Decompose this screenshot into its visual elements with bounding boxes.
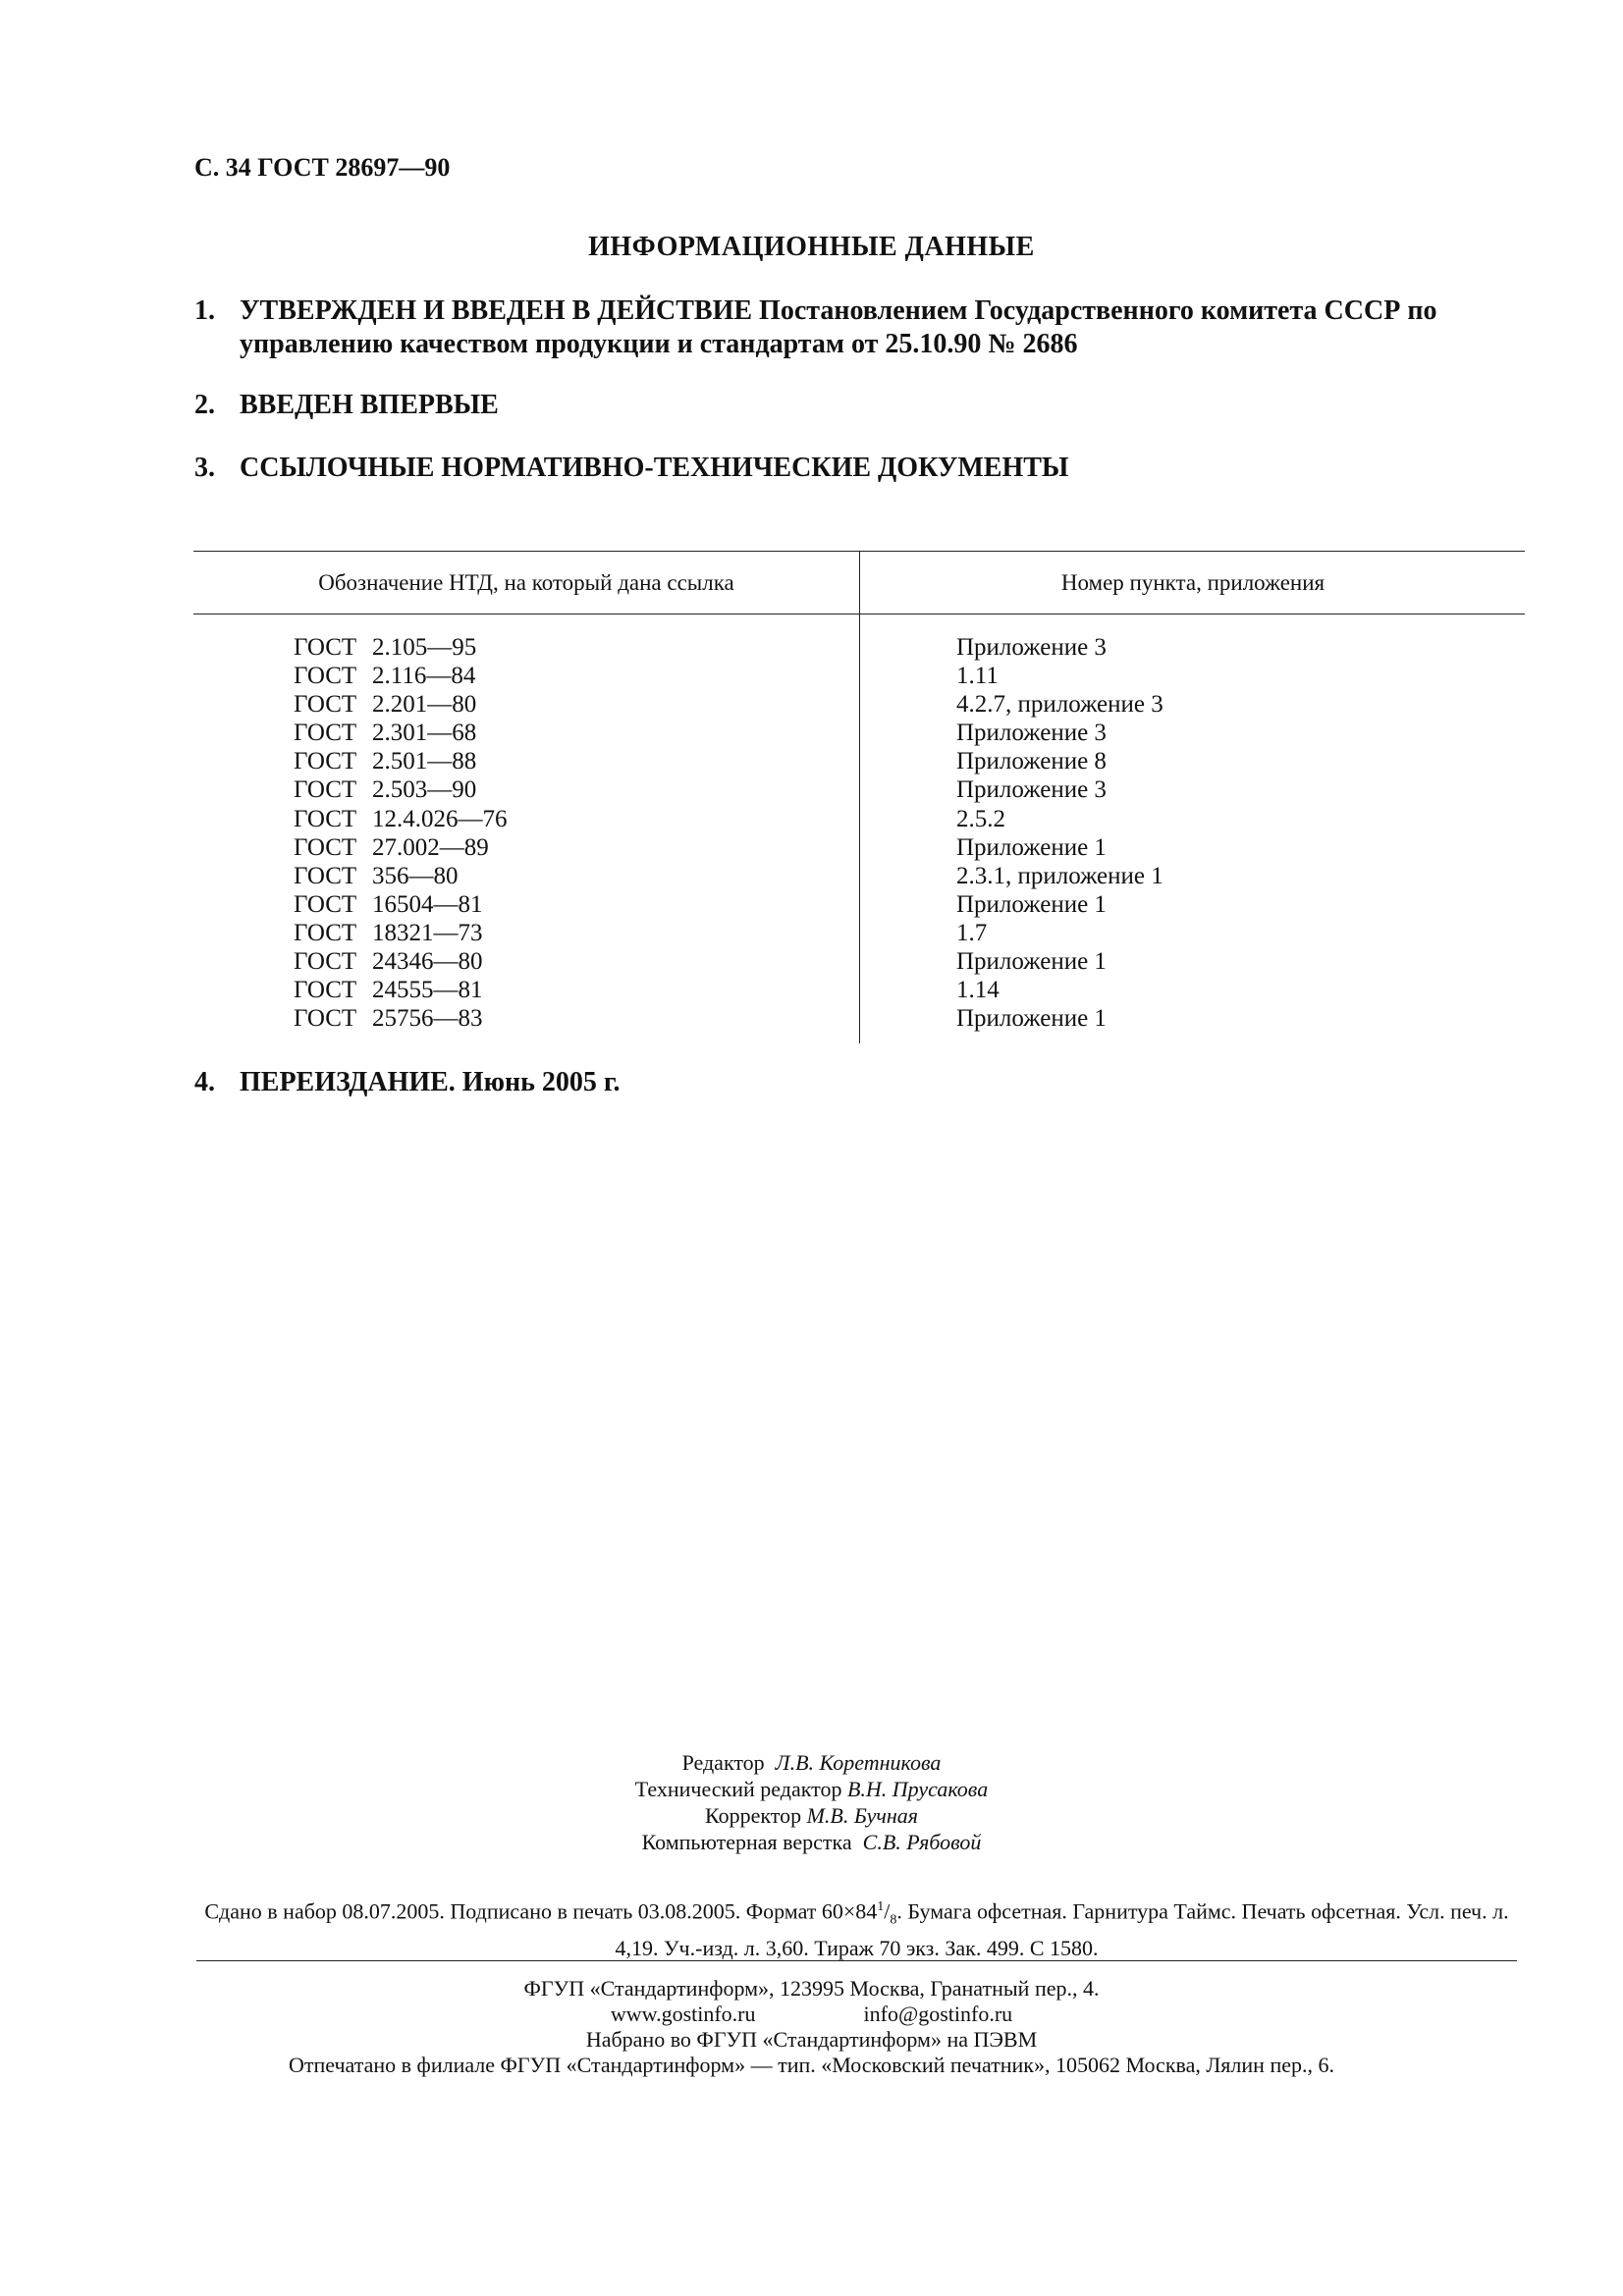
table-row-document <box>294 947 508 976</box>
section-lead: ССЫЛОЧНЫЕ НОРМАТИВНО-ТЕХНИЧЕСКИЕ ДОКУМЕНТЫ <box>240 453 1069 483</box>
table-header-document: Обозначение НТД, на который дана ссылка <box>318 570 734 595</box>
table-row-document <box>294 747 508 775</box>
section-number: 1. <box>194 295 215 326</box>
credit-role: Компьютерная верстка <box>641 1830 852 1854</box>
doc-number: 18321—73 <box>372 919 483 946</box>
doc-number: 2.105—95 <box>372 634 477 661</box>
section-lead: УТВЕРЖДЕН И ВВЕДЕН В ДЕЙСТВИЕ <box>240 295 753 326</box>
doc-number: 356—80 <box>372 862 459 889</box>
publisher-website: www.gostinfo.ru <box>610 2002 756 2026</box>
reference-documents-table <box>193 551 1525 1043</box>
table-row-document <box>294 775 508 804</box>
format-fraction-numerator: 1 <box>877 1899 885 1914</box>
section-4 <box>194 1066 1530 1099</box>
doc-number: 16504—81 <box>372 890 483 918</box>
credit-role: Технический редактор <box>634 1777 842 1801</box>
section-lead: ПЕРЕИЗДАНИЕ. Июнь 2005 г. <box>240 1067 621 1097</box>
table-row-document <box>294 719 508 747</box>
table-row-clause: Приложение 3 <box>956 720 1107 747</box>
section-text: Постановлением Государственного комитета СССР по управлению качеством продукции и стандартам от 25.10.90 № 2686 <box>240 295 1437 359</box>
doc-number: 24555—81 <box>372 977 483 1004</box>
table-row-clause: 1.11 <box>956 663 999 690</box>
doc-prefix: ГОСТ <box>294 1005 357 1033</box>
table-row-clause: Приложение 3 <box>956 776 1107 804</box>
credit-layout <box>0 1829 1623 1855</box>
doc-number: 12.4.026—76 <box>372 805 508 832</box>
doc-number: 2.501—88 <box>372 748 477 775</box>
section-body <box>240 294 1530 361</box>
table-row-clause: Приложение 1 <box>956 1005 1107 1033</box>
table-header-clause: Номер пункта, приложения <box>1060 570 1325 595</box>
credit-editor <box>0 1749 1623 1776</box>
clause-column <box>956 633 1163 1033</box>
table-row-clause: 1.7 <box>956 919 988 946</box>
section-number: 4. <box>194 1067 215 1097</box>
publisher-address: ФГУП «Стандартинформ», 123995 Москва, Гранатный пер., 4. <box>523 1976 1100 2001</box>
doc-prefix: ГОСТ <box>294 776 357 804</box>
printed-info: Отпечатано в филиале ФГУП «Стандартинформ» — тип. «Московский печатник», 105062 Москва, Лялин пер., 6. <box>289 2053 1334 2077</box>
document-column <box>294 633 508 1033</box>
doc-prefix: ГОСТ <box>294 890 357 918</box>
credit-role: Корректор <box>705 1803 802 1828</box>
table-row-document <box>294 662 508 690</box>
table-row-clause: Приложение 1 <box>956 833 1107 861</box>
table-row-document <box>294 890 508 919</box>
credit-technical-editor <box>0 1776 1623 1802</box>
section-2 <box>194 389 1530 422</box>
section-3 <box>194 452 1530 485</box>
table-row-clause: 1.14 <box>956 977 1000 1004</box>
publisher-contacts <box>0 2002 1623 2027</box>
table-row-document <box>294 633 508 662</box>
table-row-document <box>294 919 508 947</box>
credits-block <box>0 1749 1623 1855</box>
doc-number: 2.116—84 <box>372 663 476 690</box>
doc-number: 2.503—90 <box>372 776 477 804</box>
section-number: 3. <box>194 453 215 483</box>
table-row-document <box>294 976 508 1004</box>
table-row-document <box>294 805 508 833</box>
table-row-clause: 4.2.7, приложение 3 <box>956 691 1163 719</box>
table-row-document <box>294 862 508 890</box>
table-row-document <box>294 690 508 719</box>
publisher-email: info@gostinfo.ru <box>863 2002 1013 2026</box>
format-fraction-denominator: 8 <box>890 1912 897 1928</box>
credit-corrector <box>0 1802 1623 1829</box>
doc-prefix: ГОСТ <box>294 919 357 946</box>
section-1 <box>194 294 1530 361</box>
table-row-document <box>294 833 508 862</box>
doc-prefix: ГОСТ <box>294 748 357 775</box>
doc-prefix: ГОСТ <box>294 634 357 661</box>
credit-name: В.Н. Прусакова <box>846 1777 989 1801</box>
doc-number: 2.201—80 <box>372 691 477 719</box>
doc-prefix: ГОСТ <box>294 862 357 889</box>
footer-rule <box>196 1960 1517 1961</box>
doc-prefix: ГОСТ <box>294 663 357 690</box>
table-row-clause: 2.5.2 <box>956 805 1005 832</box>
table-row-clause: Приложение 1 <box>956 948 1107 976</box>
table-row-clause: Приложение 1 <box>956 890 1107 918</box>
table-row-document <box>294 1004 508 1033</box>
typeset-info: Набрано во ФГУП «Стандартинформ» на ПЭВМ <box>585 2027 1038 2052</box>
credit-name: Л.В. Коретникова <box>775 1750 942 1775</box>
doc-number: 25756—83 <box>372 1005 483 1033</box>
table-row-clause: 2.3.1, приложение 1 <box>956 862 1163 889</box>
doc-prefix: ГОСТ <box>294 805 357 832</box>
doc-number: 27.002—89 <box>372 833 489 861</box>
doc-number: 24346—80 <box>372 948 483 976</box>
doc-prefix: ГОСТ <box>294 691 357 719</box>
publisher-block <box>0 1976 1623 2078</box>
table-column-divider <box>859 551 860 1043</box>
doc-number: 2.301—68 <box>372 720 477 747</box>
doc-prefix: ГОСТ <box>294 948 357 976</box>
document-title: ИНФОРМАЦИОННЫЕ ДАННЫЕ <box>588 232 1035 262</box>
table-row-clause: Приложение 8 <box>956 748 1107 775</box>
credit-name: С.В. Рябовой <box>862 1830 982 1854</box>
section-number: 2. <box>194 390 215 420</box>
doc-prefix: ГОСТ <box>294 833 357 861</box>
credit-role: Редактор <box>681 1750 765 1775</box>
section-lead: ВВЕДЕН ВПЕРВЫЕ <box>240 390 499 420</box>
table-row-clause: Приложение 3 <box>956 634 1107 661</box>
doc-prefix: ГОСТ <box>294 720 357 747</box>
doc-prefix: ГОСТ <box>294 977 357 1004</box>
page-header: С. 34 ГОСТ 28697—90 <box>194 153 451 182</box>
credit-name: М.В. Бучная <box>806 1803 918 1828</box>
print-info: Сдано в набор 08.07.2005. Подписано в печать 03.08.2005. Формат $60\times 84^1/_8$. Бумага офсетная. Гарнитура Таймс. Печать офсетная. Усл. печ. л. 4,19. Уч.-изд. л. 3,60. Тираж 70 экз. Зак. 499. С 1580. <box>204 1898 1509 1960</box>
